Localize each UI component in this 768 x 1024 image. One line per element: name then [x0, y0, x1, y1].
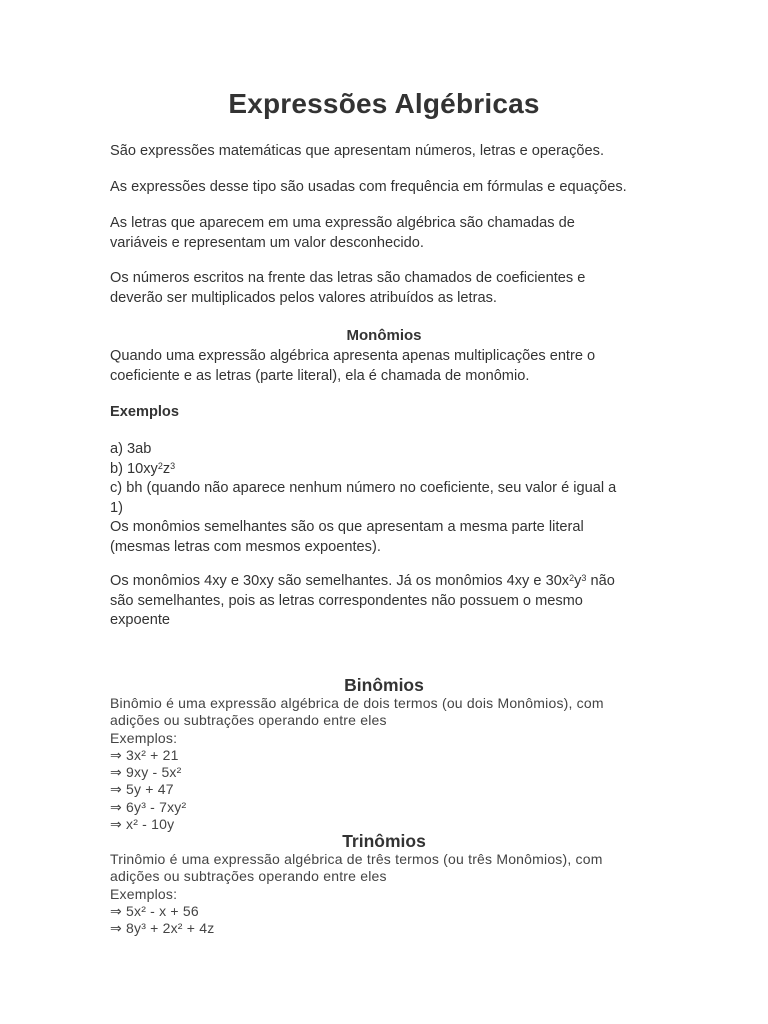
monomio-example-b-exponent-2: 3 [170, 460, 176, 471]
monomios-comparison-line-1 [110, 572, 670, 592]
intro-paragraph-4 [110, 269, 670, 308]
page-title: Expressões Algébricas [228, 88, 540, 119]
binomios-description-line-1: Binômio é uma expressão algébrica de dois termos (ou dois Monômios), com [110, 695, 604, 711]
monomio-example-b [110, 460, 670, 480]
intro-paragraph-3-line-2: variáveis e representam um valor desconhecido. [110, 234, 424, 251]
trinomio-example: ⇒ 5x² - x + 56 [110, 902, 199, 919]
binomios-section [110, 695, 670, 833]
monomios-description-line-1: Quando uma expressão algébrica apresenta apenas multiplicações entre o [110, 348, 596, 364]
monomios-similar-line-2: (mesmas letras com mesmos expoentes). [110, 538, 381, 555]
trinomios-description-line-2: adições ou subtrações operando entre eles [110, 868, 387, 885]
monomios-examples-label: Exemplos [110, 404, 179, 420]
monomios-comparison-line-2: são semelhantes, pois as letras correspondentes não possuem o mesmo [110, 592, 583, 609]
binomio-example: ⇒ 6y³ - 7xy² [110, 798, 187, 815]
binomio-example: ⇒ x² - 10y [110, 816, 175, 833]
monomios-description-line-2: coeficiente e as letras (parte literal), ela é chamada de monômio. [110, 367, 530, 384]
trinomio-example: ⇒ 8y³ + 2x² + 4z [110, 920, 215, 937]
monomios-examples-list [110, 440, 670, 557]
intro-paragraph-4-line-2: deverão ser multiplicados pelos valores atribuídos as letras. [110, 289, 497, 306]
monomio-example-c-line-1: c) bh (quando não aparece nenhum número no coeficiente, seu valor é igual a [110, 480, 617, 496]
monomio-example-b-exponent-1: 2 [157, 460, 163, 471]
monomios-comparison-text-b: y [574, 573, 582, 589]
monomios-comparison-text-a: Os monômios 4xy e 30xy são semelhantes. Já os monômios 4xy e 30x [110, 573, 570, 589]
monomios-description [110, 347, 670, 386]
monomios-comparison-text-c: não [586, 573, 615, 589]
intro-paragraph-3-line-1: As letras que aparecem em uma expressão algébrica são chamadas de [110, 215, 575, 231]
intro-paragraph-4-line-1: Os números escritos na frente das letras são chamados de coeficientes e [110, 270, 586, 286]
trinomios-heading: Trinômios [342, 831, 426, 851]
monomios-heading: Monômios [346, 327, 422, 344]
binomio-example: ⇒ 3x² + 21 [110, 746, 179, 763]
monomio-example-b-variable: z [162, 460, 171, 477]
trinomios-examples-label: Exemplos: [110, 885, 178, 902]
binomios-examples-label: Exemplos: [110, 729, 178, 746]
monomios-comparison-line-3: expoente [110, 612, 171, 628]
intro-paragraph-3 [110, 214, 670, 253]
monomio-example-c-line-2: 1) [110, 499, 123, 516]
monomios-similar-line-1: Os monômios semelhantes são os que apresentam a mesma parte literal [110, 519, 584, 535]
monomios-comparison-exponent-1: 2 [569, 573, 575, 583]
monomio-example-a: a) 3ab [110, 441, 152, 457]
monomio-example-b-prefix: b) 10xy [110, 460, 158, 477]
trinomios-description-line-1: Trinômio é uma expressão algébrica de três termos (ou três Monômios), com [110, 851, 603, 867]
monomios-comparison [110, 572, 670, 631]
intro-paragraph-2: As expressões desse tipo são usadas com frequência em fórmulas e equações. [110, 179, 627, 195]
binomio-example: ⇒ 9xy - 5x² [110, 764, 182, 781]
trinomios-section [110, 851, 670, 937]
binomios-description-line-2: adições ou subtrações operando entre eles [110, 712, 387, 729]
binomio-example: ⇒ 5y + 47 [110, 781, 174, 798]
binomios-heading: Binômios [344, 675, 424, 695]
intro-paragraph-1: São expressões matemáticas que apresentam números, letras e operações. [110, 143, 605, 159]
monomios-comparison-exponent-2: 3 [581, 573, 587, 583]
